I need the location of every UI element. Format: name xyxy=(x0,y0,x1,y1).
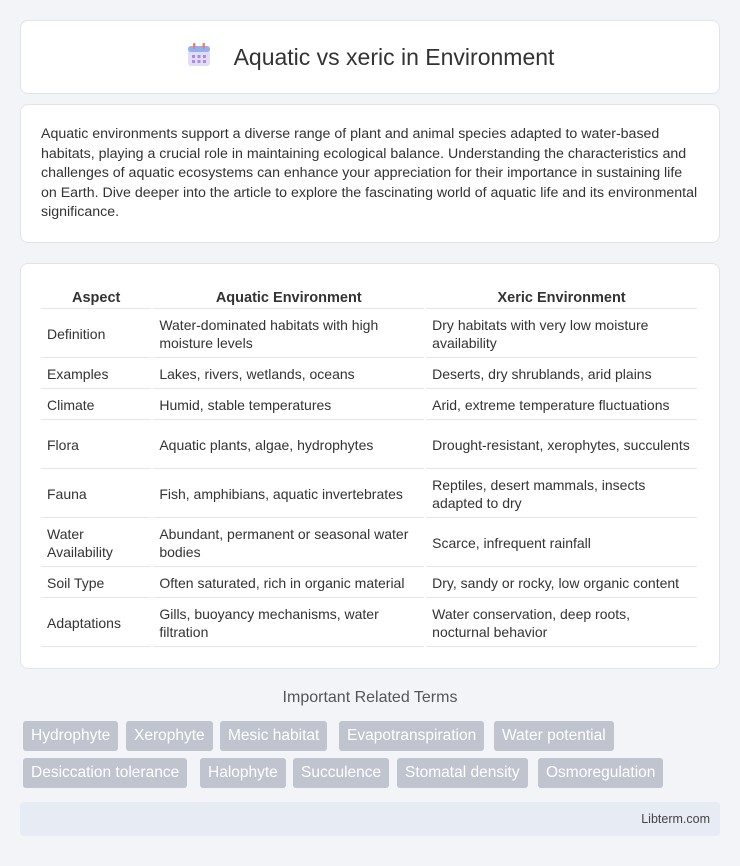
table-cell: Water conservation, deep roots, nocturnal behavior xyxy=(426,600,697,647)
table-cell: Water Availability xyxy=(41,520,151,567)
table-cell: Dry, sandy or rocky, low organic content xyxy=(426,569,697,598)
table-cell: Dry habitats with very low moisture availability xyxy=(426,311,697,358)
table-row xyxy=(41,391,697,420)
tag-halophyte[interactable]: Halophyte xyxy=(200,758,286,788)
table-cell: Gills, buoyancy mechanisms, water filtration xyxy=(153,600,424,647)
tag-stomatal-density[interactable]: Stomatal density xyxy=(397,758,528,788)
footer xyxy=(20,802,720,836)
tag-mesic-habitat[interactable]: Mesic habitat xyxy=(220,721,327,751)
table-header-xeric: Xeric Environment xyxy=(426,286,697,309)
header-card xyxy=(20,20,720,94)
table-cell: Definition xyxy=(41,311,151,358)
table-cell: Humid, stable temperatures xyxy=(153,391,424,420)
tag-water-potential[interactable]: Water potential xyxy=(494,721,614,751)
intro-card xyxy=(20,104,720,243)
tag-hydrophyte[interactable]: Hydrophyte xyxy=(23,721,118,751)
table-row xyxy=(41,360,697,389)
table-cell: Lakes, rivers, wetlands, oceans xyxy=(153,360,424,389)
calendar-icon xyxy=(186,42,212,73)
table-cell: Examples xyxy=(41,360,151,389)
table-row xyxy=(41,600,697,647)
table-cell: Abundant, permanent or seasonal water bodies xyxy=(153,520,424,567)
table-cell: Reptiles, desert mammals, insects adapted to dry xyxy=(426,471,697,518)
comparison-table-card xyxy=(20,263,720,669)
tag-succulence[interactable]: Succulence xyxy=(293,758,389,788)
table-cell: Adaptations xyxy=(41,600,151,647)
table-header-aspect: Aspect xyxy=(41,286,151,309)
title-wrap xyxy=(186,42,555,73)
table-row xyxy=(41,311,697,358)
tag-osmoregulation[interactable]: Osmoregulation xyxy=(538,758,663,788)
tag-xerophyte[interactable]: Xerophyte xyxy=(126,721,213,751)
table-cell: Climate xyxy=(41,391,151,420)
comparison-table xyxy=(39,284,699,649)
table-row xyxy=(41,569,697,598)
tag-desiccation-tolerance[interactable]: Desiccation tolerance xyxy=(23,758,187,788)
table-cell: Drought-resistant, xerophytes, succulents xyxy=(426,422,697,469)
table-cell: Deserts, dry shrublands, arid plains xyxy=(426,360,697,389)
table-cell: Often saturated, rich in organic material xyxy=(153,569,424,598)
table-row xyxy=(41,422,697,469)
table-row xyxy=(41,471,697,518)
related-terms-title: Important Related Terms xyxy=(282,689,458,706)
table-header-aquatic: Aquatic Environment xyxy=(153,286,424,309)
table-cell: Water-dominated habitats with high moisture levels xyxy=(153,311,424,358)
table-row xyxy=(41,520,697,567)
footer-site-link[interactable]: Libterm.com xyxy=(641,812,710,826)
intro-text: Aquatic environments support a diverse range of plant and animal species adapted to water-based habitats, playing a crucial role in maintaining ecological balance. Understanding the characteristics and challenges of aquatic ecosystems can enhance your appreciation for their importance in sustaining life on Earth. Dive deeper into the article to explore the fascinating world of aquatic life and its environmental significance. xyxy=(41,126,698,221)
table-cell: Fauna xyxy=(41,471,151,518)
tag-evapotranspiration[interactable]: Evapotranspiration xyxy=(339,721,484,751)
table-cell: Soil Type xyxy=(41,569,151,598)
table-cell: Aquatic plants, algae, hydrophytes xyxy=(153,422,424,469)
table-cell: Flora xyxy=(41,422,151,469)
table-cell: Fish, amphibians, aquatic invertebrates xyxy=(153,471,424,518)
page-title: Aquatic vs xeric in Environment xyxy=(233,43,555,70)
table-cell: Scarce, infrequent rainfall xyxy=(426,520,697,567)
table-cell: Arid, extreme temperature fluctuations xyxy=(426,391,697,420)
